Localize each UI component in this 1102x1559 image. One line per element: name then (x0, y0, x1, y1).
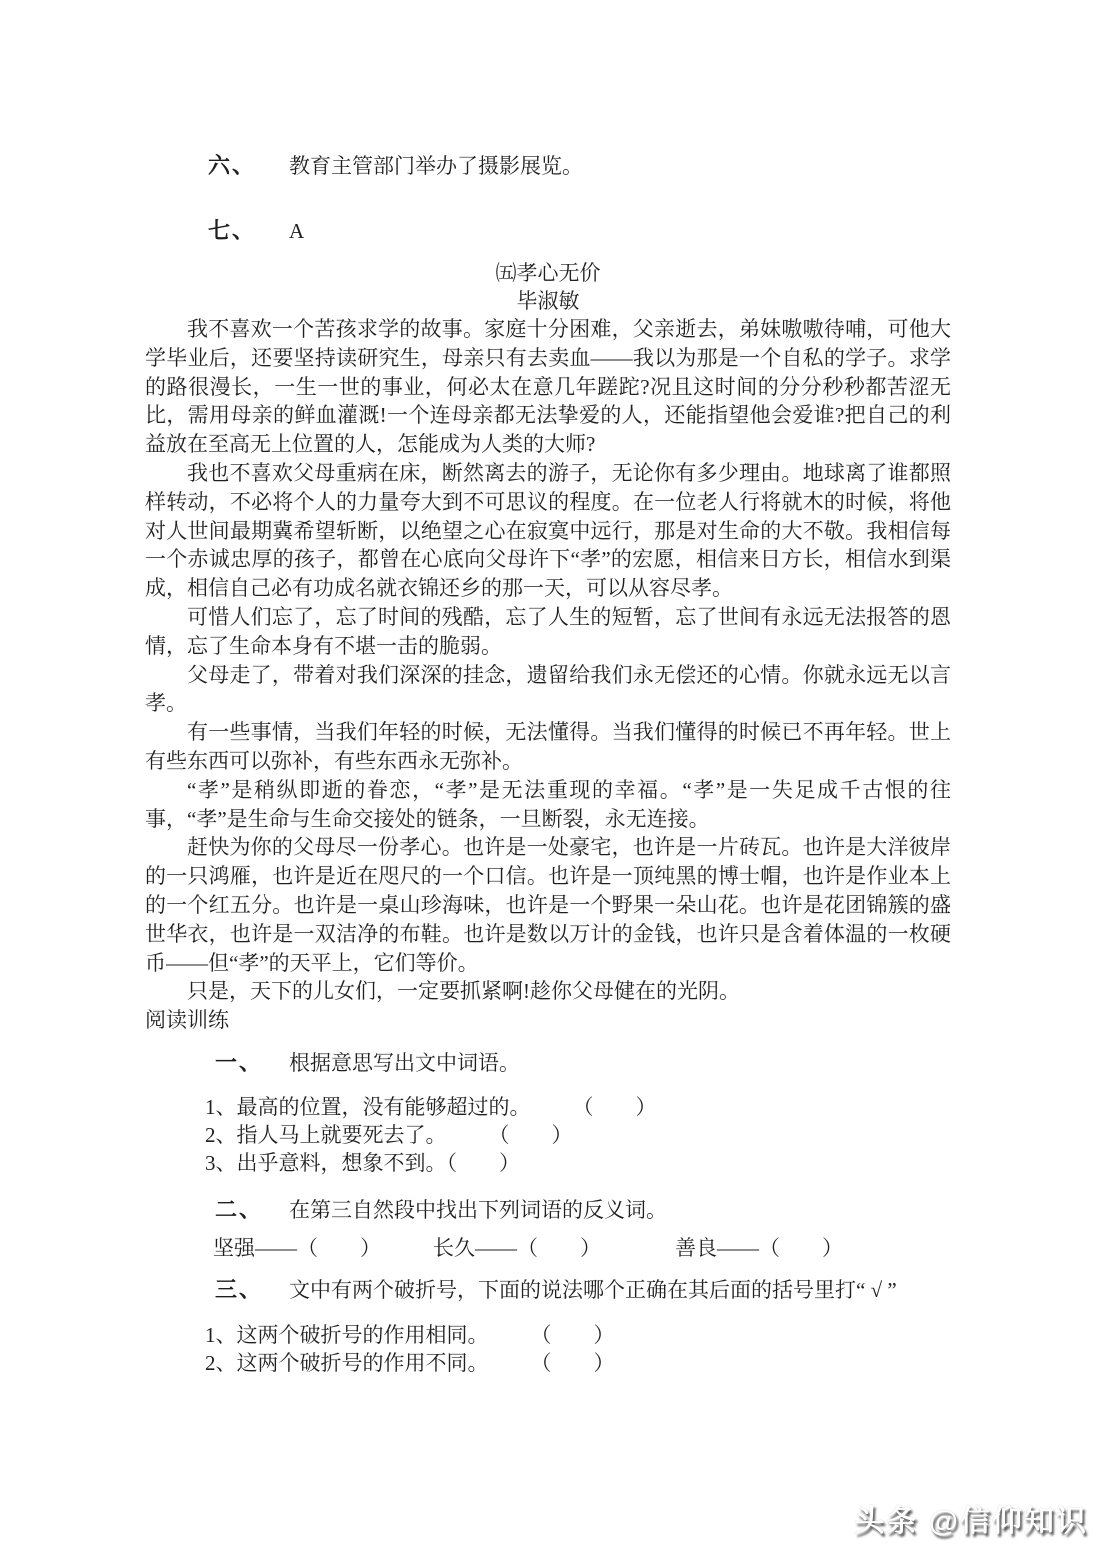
question-three-item: 2、这两个破折号的作用不同。 （ ） (205, 1350, 615, 1375)
section-six-number: 六、 (208, 153, 257, 178)
essay (145, 259, 951, 1006)
essay-title: ㈤孝心无价 (495, 261, 601, 285)
question-three-title: 文中有两个破折号，下面的说法哪个正确在其后面的括号里打“ √ ” (289, 1277, 897, 1302)
question-three (145, 1276, 951, 1377)
question-one-item: 1、最高的位置，没有能够超过的。 （ ） (205, 1094, 657, 1119)
essay-paragraph: 可惜人们忘了，忘了时间的残酷，忘了人生的短暂，忘了世间有永远无法报答的恩情，忘了生命本身有不堪一击的脆弱。 (145, 604, 951, 658)
essay-paragraph: 父母走了，带着对我们深深的挂念，遗留给我们永无偿还的心情。你就永远无以言孝。 (145, 662, 951, 716)
essay-paragraph: “孝”是稍纵即逝的眷恋，“孝”是无法重现的幸福。“孝”是一失足成千古恨的往事，“孝”是生命与生命交接处的链条，一旦断裂，永无连接。 (145, 777, 951, 831)
section-six-row (208, 152, 951, 180)
worksheet-content (145, 140, 951, 1377)
antonym-pair: 善良——（ ） (675, 1235, 843, 1260)
antonym-pair: 坚强——（ ） (213, 1235, 381, 1260)
question-three-item: 1、这两个破折号的作用相同。 （ ） (205, 1322, 615, 1347)
question-one (145, 1049, 951, 1177)
question-one-item: 2、指人马上就要死去了。 （ ） (205, 1122, 573, 1147)
question-one-number: 一、 (215, 1049, 264, 1075)
antonym-pairs-row (213, 1234, 951, 1262)
essay-author: 毕淑敏 (516, 289, 580, 313)
watermark-text: 头条 @信仰知识 (854, 1505, 1088, 1538)
question-two-number: 二、 (215, 1196, 264, 1222)
question-two-title: 在第三自然段中找出下列词语的反义词。 (289, 1197, 668, 1222)
essay-paragraph: 有一些事情，当我们年轻的时候，无法懂得。当我们懂得的时候已不再年轻。世上有些东西可以弥补，有些东西永无弥补。 (145, 720, 951, 773)
question-three-header (215, 1276, 951, 1304)
section-seven-number: 七、 (208, 218, 257, 243)
question-three-number: 三、 (215, 1276, 264, 1302)
section-six-text: 教育主管部门举办了摄影展览。 (289, 154, 584, 178)
essay-paragraph: 我也不喜欢父母重病在床，断然离去的游子，无论你有多少理由。地球离了谁都照样转动，不必将个人的力量夸大到不可思议的程度。在一位老人行将就木的时候，将他对人世间最期冀希望斩断，以绝望之心在寂寞中远行，那是对生命的大不敬。我相信每一个赤诚忠厚的孩子，都曾在心底向父母许下“孝”的宏愿，相信来日方长，相信水到渠成，相信自己必有功成名就衣锦还乡的那一天，可以从容尽孝。 (145, 460, 951, 601)
reading-training-label: 阅读训练 (145, 1008, 229, 1033)
question-one-header (215, 1049, 951, 1077)
essay-paragraph: 只是，天下的儿女们，一定要抓紧啊!趁你父母健在的光阴。 (187, 979, 740, 1004)
question-two-header (215, 1196, 951, 1224)
question-three-items (205, 1321, 951, 1377)
essay-paragraph: 我不喜欢一个苦孩求学的故事。家庭十分困难，父亲逝去，弟妹嗷嗷待哺，可他大学毕业后，还要坚持读研究生，母亲只有去卖血——我以为那是一个自私的学子。求学的路很漫长，一生一世的事业，何必太在意几年蹉跎?况且这时间的分分秒秒都苦涩无比，需用母亲的鲜血灌溉!一个连母亲都无法挚爱的人，还能指望他会爱谁?把自己的利益放在至高无上位置的人，怎能成为人类的大师? (145, 317, 951, 457)
essay-paragraph: 赶快为你的父母尽一份孝心。也许是一处豪宅，也许是一片砖瓦。也许是大洋彼岸的一只鸿雁，也许是近在咫尺的一个口信。也许是一顶纯黑的博士帽，也许是作业本上的一个红五分。也许是一桌山珍海味，也许是一个野果一朵山花。也许是花团锦簇的盛世华衣，也许是一双洁净的布鞋。也许是数以万计的金钱，也许只是含着体温的一枚硬币——但“孝”的天平上，它们等价。 (145, 835, 951, 975)
antonym-pair: 长久——（ ） (433, 1235, 601, 1260)
question-one-title: 根据意思写出文中词语。 (289, 1050, 521, 1075)
question-two (145, 1196, 951, 1262)
section-seven-row (208, 217, 951, 245)
section-seven-answer: A (289, 219, 305, 243)
question-one-item: 3、出乎意料，想象不到。（ ） (205, 1150, 520, 1175)
question-one-items (205, 1093, 951, 1177)
